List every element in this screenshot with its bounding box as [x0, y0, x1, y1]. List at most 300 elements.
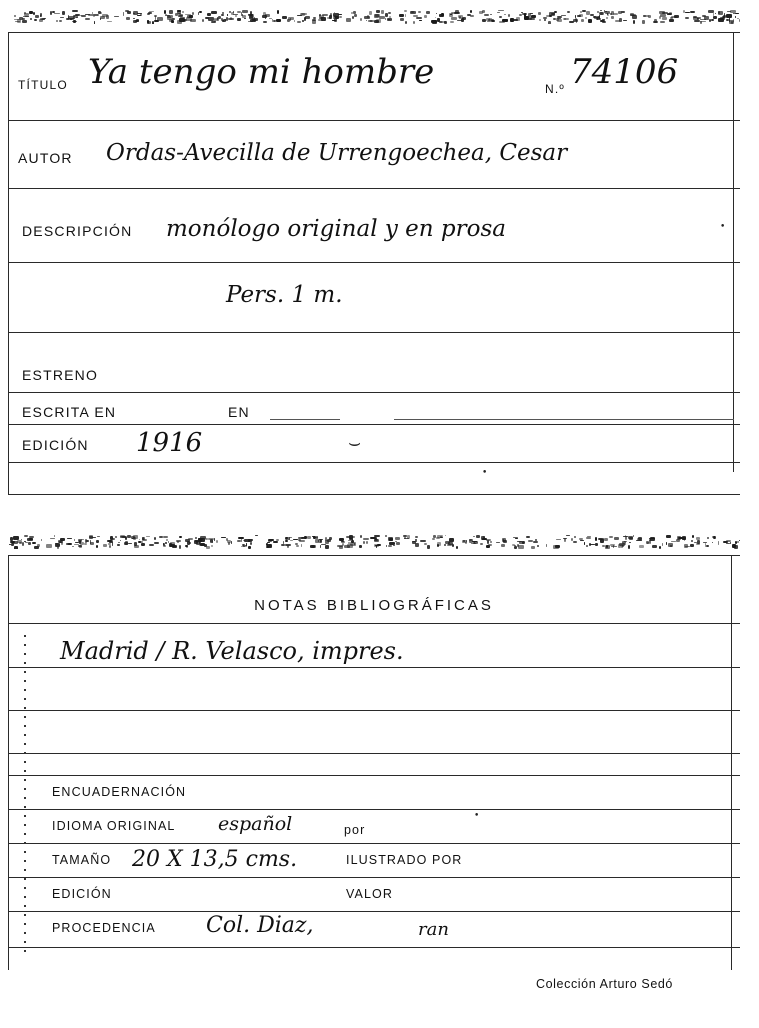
torn-edge-speck [96, 545, 98, 548]
torn-edge-speck [109, 545, 111, 548]
torn-edge-speck [549, 15, 552, 16]
torn-edge-speck [652, 545, 657, 549]
torn-edge-speck [320, 545, 321, 548]
torn-edge-speck [164, 10, 165, 14]
torn-edge-speck [413, 21, 415, 24]
torn-edge-speck [339, 538, 344, 541]
torn-edge-speck [650, 537, 655, 541]
torn-edge-speck [34, 19, 37, 21]
torn-edge-speck [46, 544, 51, 548]
torn-edge-speck [167, 15, 173, 18]
torn-edge-speck [649, 540, 651, 544]
margin-dot [24, 887, 26, 889]
value-titulo: Ya tengo mi hombre [88, 52, 435, 92]
margin-dot [24, 806, 26, 808]
catalog-card-back [8, 535, 740, 1015]
torn-edge-speck [624, 541, 627, 543]
torn-edge-speck [211, 545, 213, 547]
torn-edge-speck [691, 540, 693, 542]
torn-edge-speck [720, 17, 725, 20]
torn-edge-speck [611, 11, 614, 15]
margin-dot [24, 923, 26, 925]
torn-edge-speck [212, 540, 214, 543]
torn-edge-speck [211, 11, 217, 13]
torn-edge-speck [179, 536, 182, 538]
torn-edge-speck [419, 20, 422, 21]
torn-edge-speck [412, 541, 416, 544]
rule-line [8, 392, 740, 393]
margin-dot [24, 635, 26, 637]
torn-edge-speck [171, 18, 175, 20]
torn-edge-speck [241, 539, 242, 542]
torn-edge-speck [470, 10, 472, 13]
torn-edge-speck [128, 543, 132, 544]
torn-edge-speck [731, 21, 733, 24]
torn-edge-speck [671, 16, 677, 18]
label-edicion: EDICIÓN [52, 887, 112, 901]
torn-edge-speck [503, 539, 504, 542]
torn-edge-speck [706, 545, 709, 548]
torn-edge-speck [165, 542, 167, 544]
torn-edge-speck [648, 15, 651, 18]
torn-edge-speck [385, 18, 386, 20]
torn-edge-speck [599, 12, 603, 15]
label-autor: AUTOR [18, 150, 73, 166]
torn-edge-speck [231, 541, 232, 544]
torn-edge-speck [400, 18, 405, 21]
torn-edge-speck [115, 536, 117, 538]
torn-edge-speck [163, 536, 168, 538]
margin-dot [24, 680, 26, 682]
torn-edge-speck [531, 546, 534, 549]
torn-edge-speck [368, 20, 374, 22]
torn-edge-speck [248, 21, 253, 23]
torn-edge-speck [178, 15, 183, 17]
torn-edge-speck [70, 19, 72, 20]
torn-edge-speck [437, 18, 440, 21]
torn-edge-speck [27, 538, 33, 542]
torn-edge-speck [567, 11, 570, 13]
torn-edge-speck [436, 13, 437, 14]
torn-edge-speck [605, 11, 606, 13]
margin-dot [24, 689, 26, 691]
torn-edge-speck [666, 542, 667, 546]
torn-edge-speck [508, 14, 510, 17]
torn-edge-speck [11, 543, 13, 546]
margin-dot [24, 725, 26, 727]
torn-edge-speck [40, 13, 42, 17]
rule-line [8, 667, 740, 668]
torn-edge-speck [135, 20, 139, 22]
margin-dot [24, 743, 26, 745]
torn-edge-speck [354, 14, 357, 16]
rule-line [8, 947, 740, 948]
torn-edge-speck [329, 537, 332, 539]
torn-edge-speck [451, 17, 457, 20]
torn-edge-speck [74, 539, 75, 542]
value-tamano: 20 X 13,5 cms. [132, 847, 298, 872]
torn-edge-speck [443, 21, 446, 23]
torn-edge-speck [301, 544, 303, 547]
torn-edge-speck [490, 14, 492, 15]
torn-edge-speck [137, 13, 142, 14]
card-right-border [733, 32, 734, 472]
label-edicion: EDICIÓN [22, 437, 89, 453]
torn-edge-speck [199, 11, 201, 13]
torn-edge-speck [200, 536, 206, 539]
torn-edge-speck [35, 15, 39, 18]
torn-edge-speck [582, 10, 585, 12]
torn-edge-speck [671, 541, 676, 542]
torn-edge-speck [437, 542, 441, 546]
torn-edge-speck [388, 537, 393, 541]
torn-edge-speck [379, 16, 385, 19]
torn-edge-speck [405, 14, 406, 17]
torn-edge-speck [299, 540, 304, 542]
torn-edge-speck [265, 14, 270, 16]
torn-edge-speck [338, 14, 342, 15]
label-encuadernacion: ENCUADERNACIÓN [52, 785, 187, 799]
torn-edge-speck [72, 10, 77, 12]
torn-edge-speck [662, 543, 664, 546]
torn-edge-speck [41, 539, 42, 540]
torn-edge-speck [605, 545, 610, 548]
rule-line [8, 877, 740, 878]
torn-edge-speck [389, 542, 395, 546]
torn-edge-speck [149, 11, 154, 12]
margin-dot [24, 761, 26, 763]
torn-edge-speck [170, 544, 174, 547]
torn-edge-speck [467, 14, 471, 16]
torn-edge-speck [154, 15, 157, 17]
torn-edge-speck [526, 536, 530, 538]
torn-edge-speck [503, 540, 507, 543]
torn-edge-speck [112, 542, 113, 545]
torn-edge-speck [69, 18, 74, 19]
torn-edge-speck [546, 544, 548, 547]
rule-line [8, 262, 740, 263]
torn-edge-speck [659, 546, 661, 549]
torn-edge-speck [237, 11, 241, 12]
torn-edge-speck [78, 545, 82, 546]
torn-edge-speck [609, 536, 613, 538]
blank-line [394, 419, 734, 420]
torn-edge-speck [395, 537, 399, 540]
torn-edge-speck [68, 15, 69, 19]
torn-edge-speck [157, 17, 163, 21]
torn-edge-speck [376, 10, 381, 13]
torn-edge-speck [669, 19, 674, 22]
torn-edge-speck [22, 18, 25, 20]
torn-edge-speck [34, 546, 39, 549]
torn-edge-speck [440, 537, 443, 538]
torn-edge-speck [515, 538, 518, 539]
torn-edge-speck [420, 540, 425, 542]
torn-edge-speck [139, 539, 140, 540]
torn-edge-speck [97, 14, 98, 16]
torn-edge-speck [528, 540, 533, 542]
torn-edge-speck [662, 12, 668, 14]
torn-edge-speck [248, 539, 254, 541]
torn-edge-speck [600, 10, 602, 11]
torn-edge-speck [621, 544, 627, 545]
torn-edge-speck [723, 541, 728, 543]
torn-edge-speck [374, 14, 378, 18]
torn-edge-speck [207, 13, 212, 15]
torn-edge-speck [410, 11, 416, 14]
torn-edge-speck [146, 536, 150, 538]
rule-line [8, 555, 740, 556]
value-numero: 74106 [570, 52, 679, 92]
torn-edge-speck [588, 19, 591, 23]
torn-edge-speck [154, 537, 156, 540]
margin-dot [24, 950, 26, 952]
label-idioma-original: IDIOMA ORIGINAL [52, 819, 176, 833]
torn-edge-speck [629, 542, 631, 543]
value-notas: Madrid / R. Velasco, impres. [60, 637, 404, 665]
torn-edge-speck [250, 542, 252, 545]
torn-edge-speck [205, 17, 209, 18]
torn-edge-speck [466, 540, 467, 542]
label-valor: VALOR [346, 887, 393, 901]
torn-edge-speck [59, 20, 62, 22]
torn-edge-speck [448, 542, 453, 545]
torn-edge-speck [202, 19, 205, 22]
torn-edge-speck [123, 12, 125, 15]
torn-edge-speck [226, 17, 228, 21]
label-titulo: TÍTULO [18, 78, 68, 92]
margin-dot [24, 779, 26, 781]
torn-edge-speck [206, 546, 210, 549]
torn-edge-top [8, 10, 740, 24]
torn-edge-speck [633, 535, 635, 537]
rule-line [8, 843, 740, 844]
torn-edge-speck [367, 15, 368, 18]
torn-edge-speck [555, 545, 560, 549]
torn-edge-speck [52, 11, 55, 12]
torn-edge-speck [504, 14, 506, 16]
torn-edge-speck [360, 535, 363, 538]
torn-edge-speck [424, 15, 427, 18]
torn-edge-speck [465, 542, 467, 544]
label-tamano: TAMAÑO [52, 853, 112, 867]
torn-edge-speck [659, 16, 660, 19]
label-procedencia: PROCEDENCIA [52, 921, 156, 935]
torn-edge-speck [636, 540, 641, 542]
margin-dot [24, 644, 26, 646]
torn-edge-speck [614, 537, 619, 541]
torn-edge-speck [505, 19, 508, 22]
torn-edge-speck [712, 536, 714, 538]
torn-edge-speck [395, 541, 397, 542]
torn-edge-speck [120, 535, 125, 537]
torn-edge-speck [388, 19, 390, 20]
torn-edge-speck [10, 537, 13, 541]
torn-edge-speck [708, 10, 714, 12]
margin-dot [24, 671, 26, 673]
label-estreno: ESTRENO [22, 367, 99, 383]
torn-edge-speck [255, 535, 258, 536]
torn-edge-speck [267, 542, 270, 543]
torn-edge-speck [54, 13, 60, 14]
torn-edge-speck [281, 544, 286, 545]
torn-edge-speck [85, 18, 91, 20]
torn-edge-speck [24, 535, 28, 537]
torn-edge-speck [630, 14, 635, 16]
torn-edge-speck [50, 538, 55, 539]
torn-edge-speck [556, 539, 562, 541]
margin-dot [24, 941, 26, 943]
torn-edge-speck [522, 541, 525, 544]
torn-edge-speck [600, 539, 603, 542]
torn-edge-speck [737, 18, 739, 19]
torn-edge-speck [439, 14, 443, 16]
torn-edge-speck [712, 542, 713, 543]
margin-dot [24, 842, 26, 844]
torn-edge-speck [678, 537, 683, 539]
torn-edge-speck [147, 13, 150, 15]
torn-edge-speck [611, 546, 616, 547]
torn-edge-speck [349, 538, 353, 539]
torn-edge-speck [415, 536, 417, 538]
torn-edge-speck [501, 544, 504, 546]
torn-edge-speck [518, 545, 524, 548]
torn-edge-speck [287, 545, 290, 548]
torn-edge-speck [602, 21, 607, 23]
torn-edge-speck [102, 14, 108, 17]
ink-dot: • [474, 811, 480, 821]
torn-edge-speck [718, 541, 720, 545]
torn-edge-speck [396, 542, 400, 546]
torn-edge-speck [67, 538, 72, 539]
torn-edge-speck [556, 18, 559, 20]
torn-edge-speck [147, 20, 149, 23]
torn-edge-speck [179, 545, 181, 549]
torn-edge-speck [346, 18, 351, 22]
torn-edge-speck [581, 19, 585, 22]
torn-edge-speck [711, 19, 714, 22]
torn-edge-speck [513, 19, 518, 21]
torn-edge-speck [610, 544, 615, 545]
torn-edge-speck [548, 21, 551, 24]
value-autor: Ordas-Avecilla de Urrengoechea, Cesar [106, 140, 568, 166]
torn-edge-speck [632, 15, 636, 19]
torn-edge-speck [480, 543, 483, 545]
torn-edge-speck [85, 14, 90, 15]
torn-edge-speck [126, 17, 129, 19]
card-left-border [8, 32, 9, 494]
torn-edge-speck [577, 15, 581, 17]
torn-edge-speck [302, 20, 304, 22]
rule-line [8, 809, 740, 810]
torn-edge-speck [685, 12, 690, 14]
torn-edge-speck [285, 540, 288, 542]
margin-dot [24, 698, 26, 700]
torn-edge-speck [32, 542, 35, 544]
torn-edge-speck [573, 541, 578, 544]
value-personajes: Pers. 1 m. [226, 282, 343, 308]
torn-edge-speck [374, 539, 379, 542]
label-escrita-en: ESCRITA EN [22, 404, 117, 420]
margin-dot [24, 815, 26, 817]
torn-edge-speck [103, 544, 107, 547]
torn-edge-speck [248, 546, 251, 549]
torn-edge-speck [497, 12, 500, 14]
torn-edge-speck [595, 537, 597, 541]
torn-edge-speck [134, 542, 136, 546]
torn-edge-speck [90, 542, 94, 545]
torn-edge-speck [388, 12, 390, 14]
torn-edge-speck [586, 537, 591, 539]
torn-edge-speck [237, 540, 240, 542]
margin-dot [24, 851, 26, 853]
rule-line [8, 753, 740, 754]
torn-edge-speck [715, 13, 716, 14]
torn-edge-speck [393, 545, 395, 547]
torn-edge-speck [227, 14, 228, 16]
torn-edge-speck [405, 21, 407, 24]
torn-edge-speck [68, 543, 72, 546]
margin-dot [24, 896, 26, 898]
torn-edge-speck [363, 538, 369, 540]
torn-edge-speck [107, 21, 112, 22]
torn-edge-speck [108, 543, 110, 545]
torn-edge-speck [282, 16, 287, 19]
torn-edge-speck [628, 545, 630, 549]
torn-edge-speck [28, 542, 32, 545]
value-idioma-original: español [218, 813, 293, 835]
torn-edge-speck [60, 17, 63, 18]
torn-edge-speck [580, 540, 584, 541]
torn-edge-speck [374, 544, 379, 547]
torn-edge-speck [432, 20, 436, 23]
torn-edge-speck [484, 14, 488, 15]
torn-edge-speck [169, 10, 172, 13]
rule-line [8, 494, 740, 495]
torn-edge-speck [176, 540, 182, 542]
rule-line [8, 188, 740, 189]
margin-dot [24, 905, 26, 907]
torn-edge-speck [89, 536, 92, 539]
torn-edge-speck [633, 20, 635, 24]
torn-edge-speck [73, 20, 77, 23]
torn-edge-speck [586, 545, 588, 547]
torn-edge-speck [726, 14, 731, 17]
margin-dot [24, 860, 26, 862]
torn-edge-speck [607, 14, 609, 15]
torn-edge-speck [546, 15, 549, 17]
torn-edge-speck [81, 539, 84, 540]
torn-edge-speck [454, 12, 460, 14]
torn-edge-speck [561, 15, 566, 16]
torn-edge-speck [249, 15, 253, 19]
torn-edge-speck [84, 543, 87, 545]
rule-line [8, 775, 740, 776]
torn-edge-speck [294, 20, 295, 21]
torn-edge-speck [94, 21, 96, 24]
torn-edge-speck [363, 541, 365, 544]
margin-dot [24, 833, 26, 835]
torn-edge-speck [57, 546, 59, 549]
torn-edge-speck [242, 544, 244, 545]
ink-dot: • [720, 222, 726, 232]
torn-edge-speck [533, 541, 537, 543]
ink-smudge: ⌣ [348, 430, 362, 454]
torn-edge-speck [341, 541, 345, 542]
torn-edge-speck [543, 17, 546, 19]
torn-edge-speck [704, 16, 709, 20]
torn-edge-speck [403, 535, 408, 537]
